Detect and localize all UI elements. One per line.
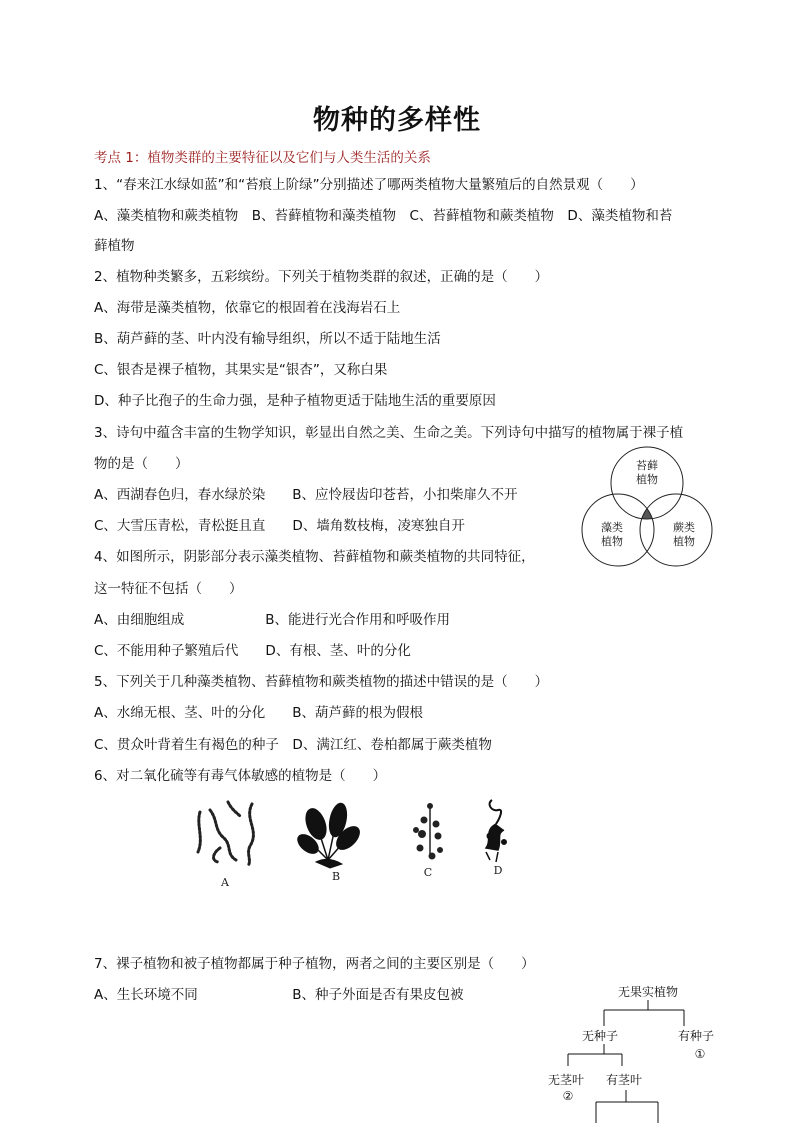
plant-a-label: A (221, 876, 229, 889)
plant-b-label: B (331, 870, 341, 883)
plant-b-illustration (294, 802, 363, 868)
plant-figure (180, 790, 530, 890)
tree-no-seed: 无种子 (581, 1029, 619, 1043)
question-line: C、银杏是裸子植物，其果实是“银杏”，又称白果 (94, 362, 388, 378)
venn-label-top-1: 苔藓 (636, 459, 658, 472)
tree-root: 无果实植物 (617, 985, 679, 999)
question-line: B、葫芦藓的茎、叶内没有输导组织，所以不适于陆地生活 (94, 331, 441, 347)
venn-label-left-2: 植物 (601, 535, 623, 548)
tree-mark-1: ① (694, 1047, 706, 1061)
plant-d-label: D (493, 864, 503, 877)
page-title: 物种的多样性 (313, 105, 481, 136)
plant-c-illustration (414, 804, 443, 860)
question-line: 5、下列关于几种藻类植物、苔藓植物和蕨类植物的描述中错误的是（ ） (94, 674, 549, 690)
tree-has-stem: 有茎叶 (605, 1073, 643, 1087)
plant-c-label: C (423, 866, 433, 879)
venn-label-right-1: 蕨类 (673, 521, 695, 534)
tree-mark-2: ② (562, 1089, 574, 1103)
tree-has-seed: 有种子 (677, 1029, 715, 1043)
tree-no-stem: 无茎叶 (547, 1073, 585, 1087)
question-line: 2、植物种类繁多，五彩缤纷。下列关于植物类群的叙述，正确的是（ ） (94, 269, 549, 285)
question-line: A、海带是藻类植物，依靠它的根固着在浅海岩石上 (94, 300, 401, 316)
question-line: C、不能用种子繁殖后代 D、有根、茎、叶的分化 (94, 643, 411, 659)
question-line: 6、对二氧化硫等有毒气体敏感的植物是（ ） (94, 768, 387, 784)
question-line: 7、裸子植物和被子植物都属于种子植物，两者之间的主要区别是（ ） (94, 956, 535, 972)
plant-d-illustration (486, 800, 507, 862)
question-line: A、由细胞组成 B、能进行光合作用和呼吸作用 (94, 612, 450, 628)
venn-label-left-1: 藻类 (601, 521, 623, 534)
question-line: A、藻类植物和蕨类植物 B、苔藓植物和藻类植物 C、苔藓植物和蕨类植物 D、藻类植物和苔 (94, 208, 673, 224)
question-line: 物的是（ ） (94, 456, 189, 472)
classification-tree (530, 980, 750, 1123)
venn-label-right-2: 植物 (673, 535, 695, 548)
question-line: 4、如图所示，阴影部分表示藻类植物、苔藓植物和蕨类植物的共同特征， (94, 549, 535, 565)
venn-label-top-2: 植物 (636, 473, 658, 486)
question-line: C、贯众叶背着生有褐色的种子 D、满江红、卷柏都属于蕨类植物 (94, 737, 492, 753)
question-line: 3、诗句中蕴含丰富的生物学知识，彰显出自然之美、生命之美。下列诗句中描写的植物属于裸子植 (94, 425, 684, 441)
question-line: D、种子比孢子的生命力强，是种子植物更适于陆地生活的重要原因 (94, 393, 496, 409)
section-heading: 考点 1：植物类群的主要特征以及它们与人类生活的关系 (94, 150, 431, 166)
plant-a-illustration (198, 802, 253, 866)
question-line: 这一特征不包括（ ） (94, 581, 243, 597)
question-line: A、西湖春色归，春水绿於染 B、应怜屐齿印苍苔，小扣柴扉久不开 (94, 487, 518, 503)
question-line: 藓植物 (94, 238, 135, 254)
venn-diagram (572, 445, 722, 570)
question-line: C、大雪压青松，青松挺且直 D、墙角数枝梅，凌寒独自开 (94, 518, 465, 534)
question-line: A、水绵无根、茎、叶的分化 B、葫芦藓的根为假根 (94, 705, 423, 721)
question-line: A、生长环境不同 B、种子外面是否有果皮包被 (94, 987, 464, 1003)
question-line: 1、“春来江水绿如蓝”和“苔痕上阶绿”分别描述了哪两类植物大量繁殖后的自然景观（ ） (94, 177, 644, 193)
